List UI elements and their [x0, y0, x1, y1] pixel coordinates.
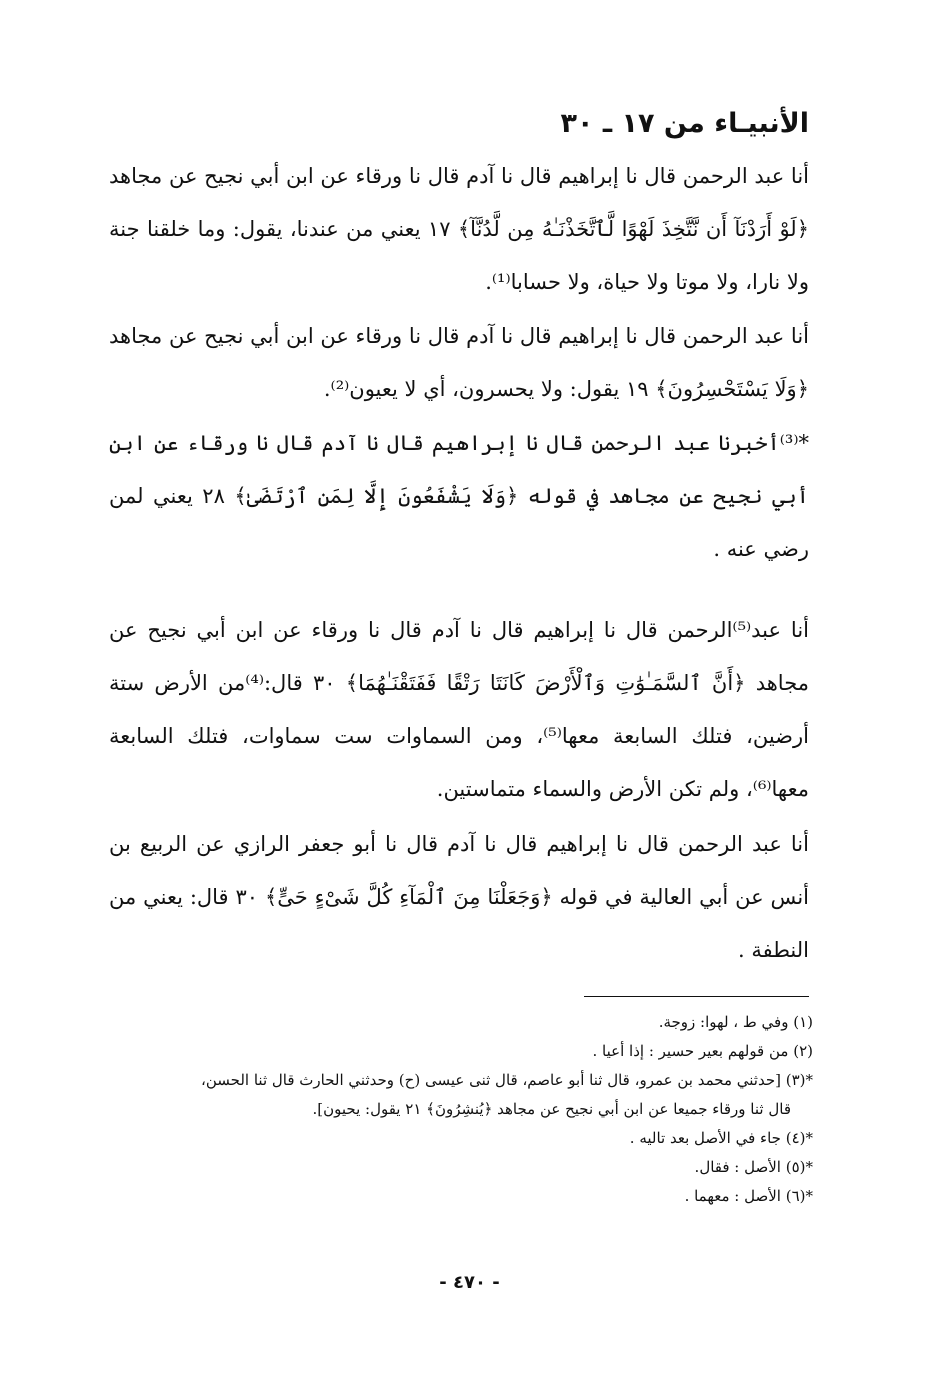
- hadith-paragraph-4: أنا عبد⁽⁵⁾الرحمن قال نا إبراهيم قال نا آدم قال نا ورقاء عن ابن أبي نجيح عن مجاهد ﴿أَنَّ ٱلسَّمَـٰوَٰتِ وَٱلْأَرْضَ كَانَتَا رَتْقًا فَفَتَقْنَـٰهُمَا﴾ ٣٠ قال:⁽⁴⁾من الأرض ستة أرضين، فتلك السابعة معها⁽⁵⁾، ومن السماوات ست سماوات، فتلك السابعة معها⁽⁶⁾، ولم تكن الأرض والسماء متماستين.: [109, 618, 809, 801]
- hadith-paragraph-2: أنا عبد الرحمن قال نا إبراهيم قال نا آدم قال نا ورقاء عن ابن أبي نجيح عن مجاهد ﴿وَلَا يَسْتَحْسِرُونَ﴾ ١٩ يقول: ولا يحسرون، أي لا يعيون⁽²⁾.: [109, 324, 809, 401]
- footnotes: [98, 1008, 813, 1211]
- hadith-paragraph-3: *⁽³⁾أخبرنا عبد الرحمن قال نا إبراهيم قال نا آدم قال نا ورقاء عن ابن أبي نجيح عن مجاهد في قوله ﴿وَلَا يَشْفَعُونَ إِلَّا لِمَنِ ٱرْتَضَىٰ﴾ ٢٨ يعني لمن رضي عنه .: [109, 431, 809, 561]
- footnote-2: (٢) من قولهم بعير حسير : إذا أعيا .: [592, 1042, 813, 1060]
- footnote-5: *(٥) الأصل : فقال.: [694, 1158, 813, 1176]
- footnote-divider: [584, 996, 809, 997]
- footnote-6: *(٦) الأصل : معهما .: [684, 1187, 813, 1205]
- hadith-paragraph-1: أنا عبد الرحمن قال نا إبراهيم قال نا آدم قال نا ورقاء عن ابن أبي نجيح عن مجاهد ﴿لَوْ أَرَدْنَآ أَن نَّتَّخِذَ لَهْوًا لَّٱتَّخَذْنَـٰهُ مِن لَّدُنَّآ﴾ ١٧ يعني من عندنا، يقول: وما خلقنا جنة ولا نارا، ولا موتا ولا حياة، ولا حسابا⁽¹⁾.: [109, 164, 809, 294]
- hadith-paragraph-5: أنا عبد الرحمن قال نا إبراهيم قال نا آدم قال نا أبو جعفر الرازي عن الربيع بن أنس عن أبي العالية في قوله ﴿وَجَعَلْنَا مِنَ ٱلْمَآءِ كُلَّ شَىْءٍ حَىٍّ﴾ ٣٠ قال: يعني من النطفة .: [109, 832, 809, 962]
- footnote-1: (١) وفي ط ، لهوا: زوجة.: [658, 1013, 813, 1031]
- section-heading: الأنبيـاء من ١٧ ـ ٣٠: [560, 108, 809, 139]
- footnote-3: *(٣) [حدثني محمد بن عمرو، قال ثنا أبو عاصم، قال ثنى عيسى (ح) وحدثني الحارث قال ثنا الحسن،: [201, 1071, 813, 1089]
- footnote-3-continuation: قال ثنا ورقاء جميعا عن ابن أبي نجيح عن مجاهد ﴿يُنشِرُونَ﴾ ٢١ يقول: يحيون].: [312, 1100, 791, 1118]
- footnote-4: *(٤) جاء في الأصل بعد تاليه .: [629, 1129, 813, 1147]
- page-number: - ٤٧٠ -: [439, 1272, 500, 1293]
